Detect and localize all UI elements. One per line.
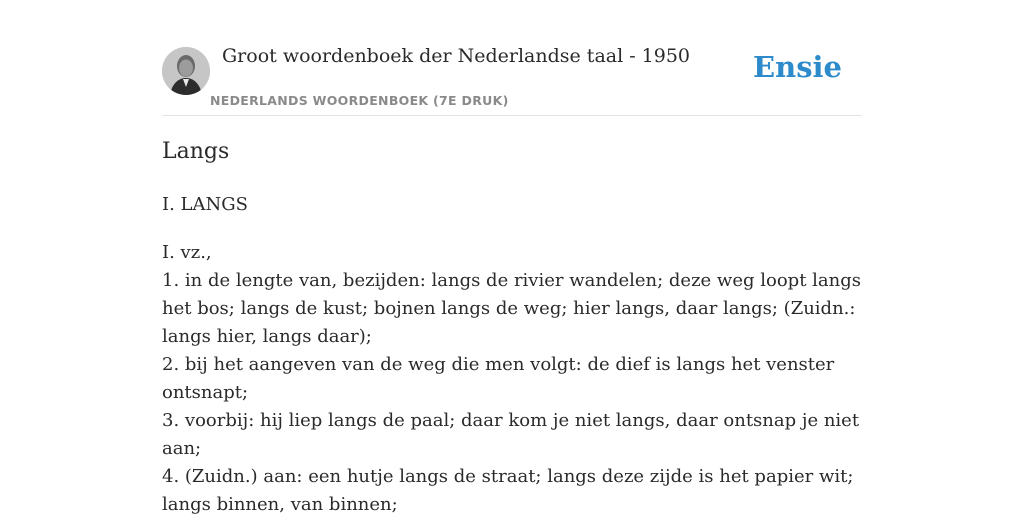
source-subtitle[interactable]: NEDERLANDS WOORDENBOEK (7E DRUK): [210, 93, 509, 108]
definition-line: 2. bij het aangeven van de weg die men volgt: de dief is langs het venster ontsnapt;: [162, 354, 835, 403]
entry-headword: I. LANGS: [162, 194, 248, 215]
entry-title: Langs: [162, 139, 230, 164]
source-title[interactable]: Groot woordenboek der Nederlandse taal - 1950: [222, 45, 691, 67]
definition-line: 1. in de lengte van, bezijden: langs de rivier wandelen; deze weg loopt langs het bos; langs de kust; bojnen langs de weg; hier langs, daar langs; (Zuidn.: langs hier, langs daar);: [162, 270, 861, 347]
avatar[interactable]: [162, 47, 210, 95]
definition-line: 3. voorbij: hij liep langs de paal; daar kom je niet langs, daar ontsnap je niet aan;: [162, 410, 860, 459]
entry-definition: [162, 239, 862, 519]
page: [162, 0, 862, 515]
brand-logo[interactable]: Ensie: [753, 50, 842, 84]
source-header: [162, 0, 862, 116]
portrait-photo-icon: [162, 47, 210, 95]
definition-line: 4. (Zuidn.) aan: een hutje langs de straat; langs deze zijde is het papier wit; langs binnen, van binnen;: [162, 466, 854, 515]
definition-line: I. vz.,: [162, 242, 212, 263]
